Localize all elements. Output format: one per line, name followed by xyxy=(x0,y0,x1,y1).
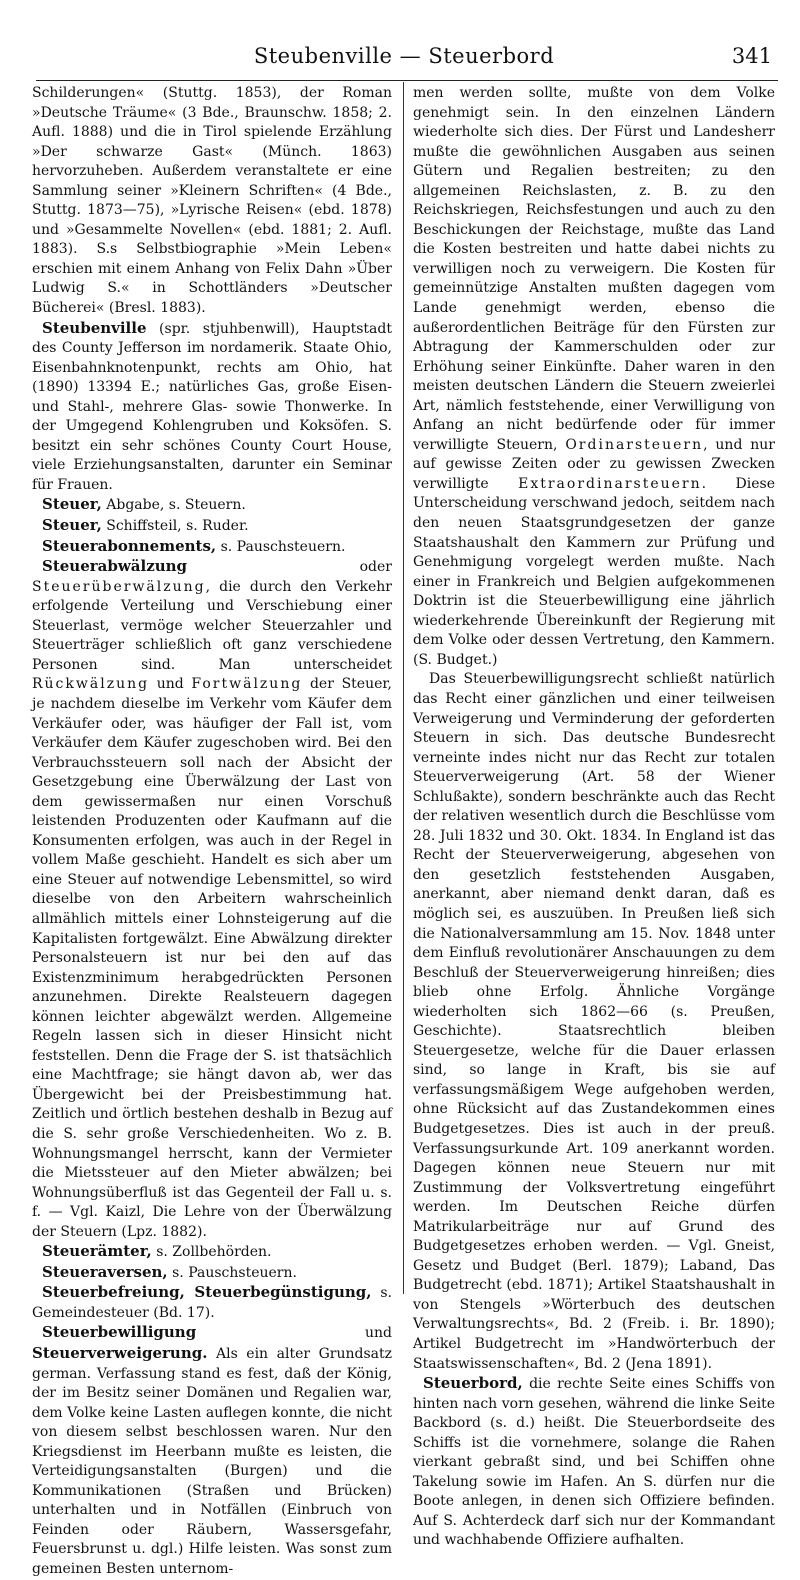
entry-text: s. Pauschsteuern. xyxy=(216,538,346,555)
entry-text: Das Steuerbewilligungsrecht schließt natürlich das Recht einer gänzlichen und einer teilweisen Verweigerung und Verminderung der geforderten Steuern in sich. Das deutsche Bundesrecht verneinte indes nicht nur das Recht zur totalen Steuerverweigerung (Art. 58 der Wiener Schlußakte), sondern beschränkte auch das Recht der relativen wesentlich durch die Beschlüsse vom 28. Juli 1832 und 30. Okt. 1834. In England ist das Recht der Steuerverweigerung, abgesehen von den gesetzlich feststehenden Ausgaben, anerkannt, aber niemand denkt daran, daß es möglich sei, es auszuüben. In Preußen ließ sich die Nationalversammlung am 15. Nov. 1848 unter dem Einfluß revolutionärer Anschauungen zu dem Beschluß der Steuerverweigerung hinreißen; dies blieb ohne Erfolg. Ähnliche Vorgänge wiederholten sich 1862—66 (s. Preußen, Geschichte). Staatsrechtlich bleiben Steuergesetze, welche für die Dauer erlassen sind, so lange in Kraft, bis sie auf verfassungsmäßigem Wege aufgehoben werden, ohne Rücksicht auf das Zustandekommen eines Budgetgesetzes. Dies ist auch in der preuß. Verfassungsurkunde Art. 109 anerkannt worden. Dagegen können neue Steuern nur mit Zustimmung der Volksvertretung eingeführt werden. Im Deutschen Reiche dürfen Matrikularbeiträge nur auf Grund des Budgetgesetzes erhoben werden. — Vgl. Gneist, Gesetz und Budget (Berl. 1879); Laband, Das Budgetrecht (ebd. 1871); Artikel Staatshaushalt in von Stengels »Wörterbuch des deutschen Verwaltungsrechts«, Bd. 2 (Freib. i. Br. 1890); Artikel Budgetrecht im »Handwörterbuch der Staatswissenschaften«, Bd. 2 (Jena 1891). xyxy=(413,671,775,1372)
entry-text: s. Gemeindesteuer (Bd. 17). xyxy=(32,1285,392,1321)
entry-headword: Steuerämter, xyxy=(42,1242,152,1261)
dictionary-entry xyxy=(32,1323,392,1579)
spaced-term: Rückwälzung xyxy=(32,676,150,693)
text-paragraph xyxy=(32,84,392,319)
column-divider xyxy=(403,82,404,1294)
dictionary-entry xyxy=(32,1283,392,1323)
dictionary-entry xyxy=(32,557,392,1242)
header-rule xyxy=(36,80,778,81)
entry-text: Als ein alter Grundsatz german. Verfassung stand es fest, daß der König, der im Besitz seiner Domänen und Regalien war, dem Volke keine Lasten auflegen konnte, die nicht von diesem selbst beschlossen waren. Nur den Kriegsdienst im Heerbann mußte es leisten, die Verteidigungsanstalten (Burgen) und die Kommunikationen (Straßen und Brücken) unterhalten und in Notfällen (Einbruch von Feinden oder Räubern, Wassersgefahr, Feuersbrunst u. dgl.) Hilfe leisten. Was sonst zum gemeinen Besten unternom- xyxy=(32,1346,392,1578)
page-number: 341 xyxy=(731,44,772,68)
spaced-term: Steuerüberwälzung xyxy=(32,578,206,595)
spaced-term: Fortwälzung xyxy=(191,676,303,693)
entry-text: Schilderungen« (Stuttg. 1853), der Roman »Deutsche Träume« (3 Bde., Braunschw. 1858; 2. Aufl. 1888) und die in Tirol spielende Erzählung »Der schwarze Gast« (Münch. 1863) hervorzuheben. Außerdem veranstaltete er eine Sammlung seiner »Kleinern Schriften« (4 Bde., Stuttg. 1873—75), »Lyrische Reisen« (ebd. 1878) und »Gesammelte Novellen« (ebd. 1881; 2. Aufl. 1883). S.s Selbstbiographie »Mein Leben« erschien mit einem Anhang von Felix Dahn »Über Ludwig S.« in Schottländers »Deutscher Bücherei« (Bresl. 1883). xyxy=(32,85,392,317)
entry-text: , und nur auf gewisse Zeiten oder zu gewissen Zwecken verwilligte xyxy=(413,436,775,492)
left-column xyxy=(32,84,392,1580)
entry-text: (spr. stjuhbenwill), Hauptstadt des County Jefferson im nordamerik. Staate Ohio, Eisenbahnknotenpunkt, rechts am Ohio, hat (1890) 13394 E.; natürliches Gas, große Eisen- und Stahl-, mehrere Glas- sowie Thonwerke. In der Umgegend Kohlengruben und Koksöfen. S. besitzt ein sehr schönes County Court House, viele Erziehungsanstalten, darunter ein Seminar für Frauen. xyxy=(32,320,392,493)
entry-text: und xyxy=(196,1325,392,1342)
entry-text: . Diese Unterscheidung verschwand jedoch, seitdem nach den neuen Staatsgrundgesetzen der ganze Staatshaushalt den Kammern zur Prüfung und Genehmigung vorgelegt werden mußte. Nach einer in Frankreich und Belgien aufgekommenen Doktrin ist die Steuerbewilligung eine jährlich wiederkehrende Übereinkunft der Regierung mit dem Volke oder dessen Vertretung, den Kammern. (S. Budget.) xyxy=(413,475,776,668)
dictionary-entry xyxy=(413,1374,775,1551)
entry-text: Abgabe, s. Steuern. xyxy=(101,497,246,514)
entry-text: und xyxy=(149,676,192,693)
entry-headword: Steuer, xyxy=(42,516,102,535)
dictionary-entry xyxy=(32,537,392,558)
running-head xyxy=(30,40,778,74)
entry-text: s. Zollbehörden. xyxy=(151,1244,272,1261)
entry-text: s. Pauschsteuern. xyxy=(167,1264,297,1281)
dictionary-entry xyxy=(32,1242,392,1263)
entry-text: oder xyxy=(187,559,392,576)
text-paragraph xyxy=(413,670,775,1374)
dictionary-entry xyxy=(32,319,392,496)
running-title: Steubenville — Steuerbord xyxy=(253,44,555,68)
dictionary-entry xyxy=(32,1263,392,1284)
entry-headword: Steubenville xyxy=(42,318,147,337)
entry-headword: Steuerabwälzung xyxy=(42,557,188,576)
entry-headword: Steuer, xyxy=(42,495,102,514)
entry-headword: Steueraversen, xyxy=(42,1262,168,1281)
dictionary-entry xyxy=(32,516,392,537)
entry-headword: Steuerbord, xyxy=(423,1374,523,1393)
dictionary-entry xyxy=(32,495,392,516)
entry-headword: Steuerabonnements, xyxy=(42,536,217,555)
entry-text: , die durch den Verkehr erfolgende Verteilung und Verschiebung einer Steuerlast, vermöge welcher Steuerzahler und Steuerträger schließlich oft ganz verschiedene Personen sind. Man unterscheidet xyxy=(32,578,392,673)
entry-text: die rechte Seite eines Schiffs von hinten nach vorn gesehen, während die linke Seite Backbord (s. d.) heißt. Die Steuerbordseite des Schiffs ist die vornehmere, solange die Rahen vierkant gebraßt sind, und bei Schiffen ohne Takelung sowie im Hafen. An S. dürfen nur die Boote anlegen, in denen sich Offiziere befinden. Auf S. Achterdeck darf sich nur der Kommandant und wachhabende Offiziere aufhalten. xyxy=(413,1376,775,1549)
spaced-term: Ordinarsteuern xyxy=(565,436,704,453)
text-paragraph xyxy=(413,84,775,670)
entry-headword: Steuerbewilligung xyxy=(42,1323,197,1342)
entry-headword: Steuerverweigerung. xyxy=(32,1344,208,1362)
spaced-term: Extraordinarsteuern xyxy=(518,475,702,492)
entry-text: men werden sollte, mußte von dem Volke genehmigt sein. In den einzelnen Ländern wiederholte sich dies. Der Fürst und Landesherr mußte die gewöhnlichen Ausgaben aus seinen Gütern und Regalien bestreiten; zu den allgemeinen Reichslasten, z. B. zu den Reichskriegen, Reichsfestungen und auch zu den Beschickungen der Reichstage, mußte das Land die Kosten bestreiten und hatte dabei nichts zu verwilligen noch zu verweigern. Die Kosten für gemeinnützige Anstalten mußten dagegen vom Lande genehmigt werden, ebenso die außerordentlichen Beiträge für den Fürsten zur Abtragung der Kammerschulden oder zur Erhöhung seiner Einkünfte. Daher waren in den meisten deutschen Ländern die Steuern zweierlei Art, nämlich feststehende, einer Verwilligung von Anfang an nicht bedürfende oder für immer verwilligte Steuern, xyxy=(413,85,775,453)
right-column xyxy=(413,84,775,1551)
entry-text: Schiffsteil, s. Ruder. xyxy=(101,518,249,535)
entry-headword: Steuerbefreiung, Steuerbegünstigung, xyxy=(42,1283,372,1302)
entry-text: der Steuer, je nachdem dieselbe im Verkehr vom Käufer dem Verkäufer oder, was häufiger der Fall ist, vom Verkäufer dem Käufer zugeschoben wird. Bei den Verbrauchssteuern soll nach der Absicht der Gesetzgebung eine Überwälzung der Last von dem gewissermaßen nur einen Vorschuß leistenden Produzenten oder Kaufmann auf die Konsumenten erfolgen, was auch in der Regel in vollem Maße geschieht. Handelt es sich aber um eine Steuer auf notwendige Lebensmittel, so wird dieselbe von den Arbeitern wahrscheinlich allmählich mittels einer Lohnsteigerung auf die Kapitalisten fortgewälzt. Eine Abwälzung direkter Personalsteuern ist nur bei den auf das Existenzminimum herabgedrückten Personen anzunehmen. Direkte Realsteuern dagegen können leichter abgewälzt werden. Allgemeine Regeln lassen sich in dieser Hinsicht nicht feststellen. Denn die Frage der S. ist thatsächlich eine Machtfrage; sie hängt davon ab, wer das Übergewicht bei der Preisbestimmung hat. Zeitlich und örtlich bestehen deshalb in Bezug auf die S. sehr große Verschiedenheiten. Wo z. B. Wohnungsmangel herrscht, kann der Vermieter die Mietssteuer auf den Mieter abwälzen; bei Wohnungsüberfluß ist das Gegenteil der Fall u. s. f. — Vgl. Kaizl, Die Lehre von der Überwälzung der Steuern (Lpz. 1882). xyxy=(32,676,392,1240)
